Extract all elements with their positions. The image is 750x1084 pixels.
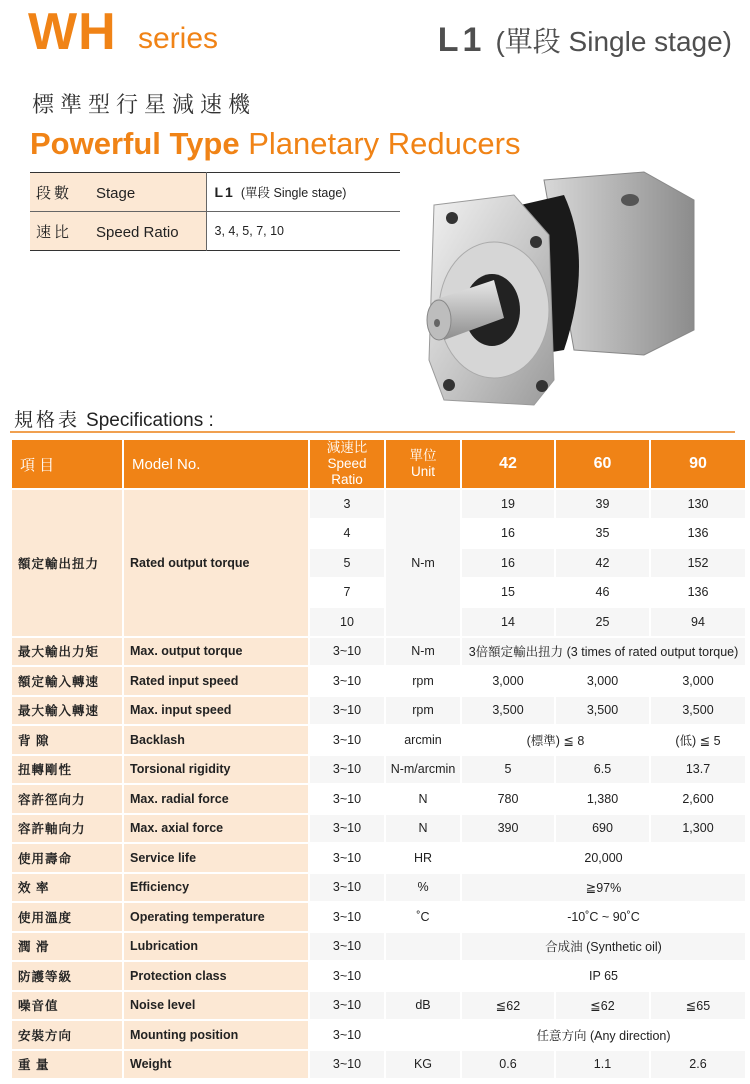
unit-cell: ˚C — [386, 903, 460, 931]
value-cell: 136 — [651, 520, 745, 548]
value-cell: 1.1 — [556, 1051, 649, 1079]
row-label-cn: 使用溫度 — [12, 903, 122, 931]
spec-divider — [10, 431, 735, 433]
ratio-cell: 3 — [310, 490, 384, 518]
ratio-cell: 10 — [310, 608, 384, 636]
value-cell: 3,000 — [462, 667, 554, 695]
stage-value — [206, 173, 400, 212]
table-row — [12, 638, 745, 666]
ratio-header-cn: 減速比 — [326, 440, 368, 455]
ratio-cell: 3~10 — [310, 697, 384, 725]
ratio-cell: 3~10 — [310, 667, 384, 695]
value-cell: 3,500 — [651, 697, 745, 725]
ratio-label-cn: 速比 — [36, 223, 73, 241]
stage-value-text: (單段 Single stage) — [240, 186, 347, 200]
ratio-header — [310, 440, 384, 488]
row-label-cn: 重 量 — [12, 1051, 122, 1079]
table-row — [12, 844, 745, 872]
value-split-cell: (標準) ≦ 8 — [462, 726, 649, 754]
unit-cell: rpm — [386, 667, 460, 695]
value-cell: 35 — [556, 520, 649, 548]
table-row — [12, 933, 745, 961]
ratio-cell: 3~10 — [310, 844, 384, 872]
row-label-cn: 噪音值 — [12, 992, 122, 1020]
unit-cell: N-m — [386, 490, 460, 636]
row-label-cn: 容許徑向力 — [12, 785, 122, 813]
row-label-en: Operating temperature — [124, 903, 308, 931]
unit-cell: arcmin — [386, 726, 460, 754]
stage-code: L1 — [437, 21, 486, 59]
unit-cell: N-m — [386, 638, 460, 666]
value-cell: 6.5 — [556, 756, 649, 784]
ratio-cell: 3~10 — [310, 933, 384, 961]
model-60-header: 60 — [556, 440, 649, 488]
value-cell: ≦62 — [556, 992, 649, 1020]
ratio-cell: 3~10 — [310, 992, 384, 1020]
rated-torque-label-cn: 額定輸出扭力 — [12, 490, 122, 636]
value-span-cell: ≧97% — [462, 874, 745, 902]
stage-heading — [438, 20, 732, 60]
ratio-cell: 3~10 — [310, 903, 384, 931]
row-label-en: Efficiency — [124, 874, 308, 902]
stage-label-cn: 段數 — [36, 184, 73, 202]
stage-table — [30, 172, 400, 251]
row-label-cn: 容許軸向力 — [12, 815, 122, 843]
value-cell: 15 — [462, 579, 554, 607]
row-label-cn: 效 率 — [12, 874, 122, 902]
unit-cell: N-m/arcmin — [386, 756, 460, 784]
value-span-cell: 3倍額定輸出扭力 (3 times of rated output torque) — [462, 638, 745, 666]
unit-cell — [386, 962, 460, 990]
ratio-row — [30, 212, 400, 251]
value-span-cell: 合成油 (Synthetic oil) — [462, 933, 745, 961]
row-label-en: Max. axial force — [124, 815, 308, 843]
product-title-cn: 標準型行星減速機 — [32, 92, 257, 117]
ratio-cell: 3~10 — [310, 1021, 384, 1049]
ratio-label — [30, 212, 206, 251]
value-cell: 19 — [462, 490, 554, 518]
model-90-header: 90 — [651, 440, 745, 488]
ratio-label-en: Speed Ratio — [96, 223, 179, 241]
value-cell: 46 — [556, 579, 649, 607]
value-cell: 780 — [462, 785, 554, 813]
ratio-cell: 3~10 — [310, 874, 384, 902]
value-cell: 16 — [462, 520, 554, 548]
unit-cell: dB — [386, 992, 460, 1020]
product-title-bold: Powerful Type — [30, 126, 240, 161]
value-cell: 25 — [556, 608, 649, 636]
row-label-cn: 安裝方向 — [12, 1021, 122, 1049]
value-span-cell: IP 65 — [462, 962, 745, 990]
value-cell: 3,000 — [651, 667, 745, 695]
stage-row — [30, 173, 400, 212]
ratio-header-en: Speed Ratio — [327, 456, 367, 487]
value-span-cell: -10˚C ~ 90˚C — [462, 903, 745, 931]
ratio-cell: 4 — [310, 520, 384, 548]
stage-value-code: L1 — [214, 184, 235, 200]
value-cell: 390 — [462, 815, 554, 843]
spec-title-cn: 規格表 — [14, 410, 81, 431]
row-label-en: Protection class — [124, 962, 308, 990]
unit-cell: N — [386, 815, 460, 843]
row-label-en: Max. output torque — [124, 638, 308, 666]
table-row — [12, 1051, 745, 1079]
row-label-cn: 額定輸入轉速 — [12, 667, 122, 695]
table-row — [12, 815, 745, 843]
unit-cell: KG — [386, 1051, 460, 1079]
value-cell: 690 — [556, 815, 649, 843]
model-header: Model No. — [124, 440, 308, 488]
unit-cell — [386, 933, 460, 961]
table-row — [12, 667, 745, 695]
unit-cell: N — [386, 785, 460, 813]
row-label-cn: 潤 滑 — [12, 933, 122, 961]
product-title-en — [30, 126, 520, 162]
unit-header-cn: 單位 — [409, 448, 437, 463]
ratio-cell: 3~10 — [310, 756, 384, 784]
value-span-cell: 任意方向 (Any direction) — [462, 1021, 745, 1049]
ratio-cell: 3~10 — [310, 815, 384, 843]
table-row — [12, 785, 745, 813]
row-label-en: Noise level — [124, 992, 308, 1020]
table-row — [12, 490, 745, 518]
model-42-header: 42 — [462, 440, 554, 488]
table-row — [12, 874, 745, 902]
rated-torque-label-en: Rated output torque — [124, 490, 308, 636]
value-cell: 1,300 — [651, 815, 745, 843]
row-label-cn: 最大輸入轉速 — [12, 697, 122, 725]
value-cell: 0.6 — [462, 1051, 554, 1079]
unit-cell — [386, 1021, 460, 1049]
row-label-en: Lubrication — [124, 933, 308, 961]
row-label-en: Mounting position — [124, 1021, 308, 1049]
table-row — [12, 962, 745, 990]
ratio-cell: 3~10 — [310, 962, 384, 990]
value-cell: ≦65 — [651, 992, 745, 1020]
value-cell: 94 — [651, 608, 745, 636]
ratio-value: 3, 4, 5, 7, 10 — [206, 212, 400, 251]
table-row — [12, 903, 745, 931]
value-span-cell: 20,000 — [462, 844, 745, 872]
value-cell: 3,000 — [556, 667, 649, 695]
unit-header-en: Unit — [410, 464, 435, 479]
gearbox-photo — [404, 160, 724, 415]
item-header: 項 目 — [12, 440, 122, 488]
unit-header — [386, 440, 460, 488]
value-split-cell: (低) ≦ 5 — [651, 726, 745, 754]
value-cell: 152 — [651, 549, 745, 577]
value-cell: 5 — [462, 756, 554, 784]
value-cell: 2,600 — [651, 785, 745, 813]
row-label-en: Max. input speed — [124, 697, 308, 725]
row-label-en: Max. radial force — [124, 785, 308, 813]
row-label-cn: 防護等級 — [12, 962, 122, 990]
spec-title-en: Specifications : — [86, 410, 214, 431]
value-cell: 2.6 — [651, 1051, 745, 1079]
row-label-en: Torsional rigidity — [124, 756, 308, 784]
value-cell: 14 — [462, 608, 554, 636]
value-cell: 16 — [462, 549, 554, 577]
row-label-en: Rated input speed — [124, 667, 308, 695]
ratio-cell: 3~10 — [310, 638, 384, 666]
row-label-cn: 最大輸出力矩 — [12, 638, 122, 666]
unit-cell: % — [386, 874, 460, 902]
stage-label — [30, 173, 206, 212]
stage-description: (單段 Single stage) — [495, 26, 732, 57]
table-row — [12, 1021, 745, 1049]
value-cell: 3,500 — [556, 697, 649, 725]
unit-cell: rpm — [386, 697, 460, 725]
ratio-cell: 3~10 — [310, 785, 384, 813]
value-cell: 13.7 — [651, 756, 745, 784]
series-label: series — [138, 22, 219, 55]
table-row — [12, 726, 745, 754]
product-title-rest: Planetary Reducers — [239, 126, 521, 161]
unit-cell: HR — [386, 844, 460, 872]
row-label-cn: 背 隙 — [12, 726, 122, 754]
value-cell: ≦62 — [462, 992, 554, 1020]
ratio-cell: 7 — [310, 579, 384, 607]
row-label-en: Weight — [124, 1051, 308, 1079]
spec-title — [14, 405, 214, 432]
table-row — [12, 697, 745, 725]
value-cell: 130 — [651, 490, 745, 518]
value-cell: 3,500 — [462, 697, 554, 725]
row-label-cn: 扭轉剛性 — [12, 756, 122, 784]
brand-title: WH — [28, 3, 117, 61]
value-cell: 39 — [556, 490, 649, 518]
row-label-cn: 使用壽命 — [12, 844, 122, 872]
value-cell: 42 — [556, 549, 649, 577]
spec-header-row — [12, 440, 745, 488]
row-label-en: Backlash — [124, 726, 308, 754]
table-row — [12, 992, 745, 1020]
value-cell: 1,380 — [556, 785, 649, 813]
value-cell: 136 — [651, 579, 745, 607]
stage-label-en: Stage — [96, 184, 136, 202]
table-row — [12, 756, 745, 784]
row-label-en: Service life — [124, 844, 308, 872]
spec-table — [10, 438, 747, 1080]
ratio-cell: 5 — [310, 549, 384, 577]
ratio-cell: 3~10 — [310, 726, 384, 754]
ratio-cell: 3~10 — [310, 1051, 384, 1079]
